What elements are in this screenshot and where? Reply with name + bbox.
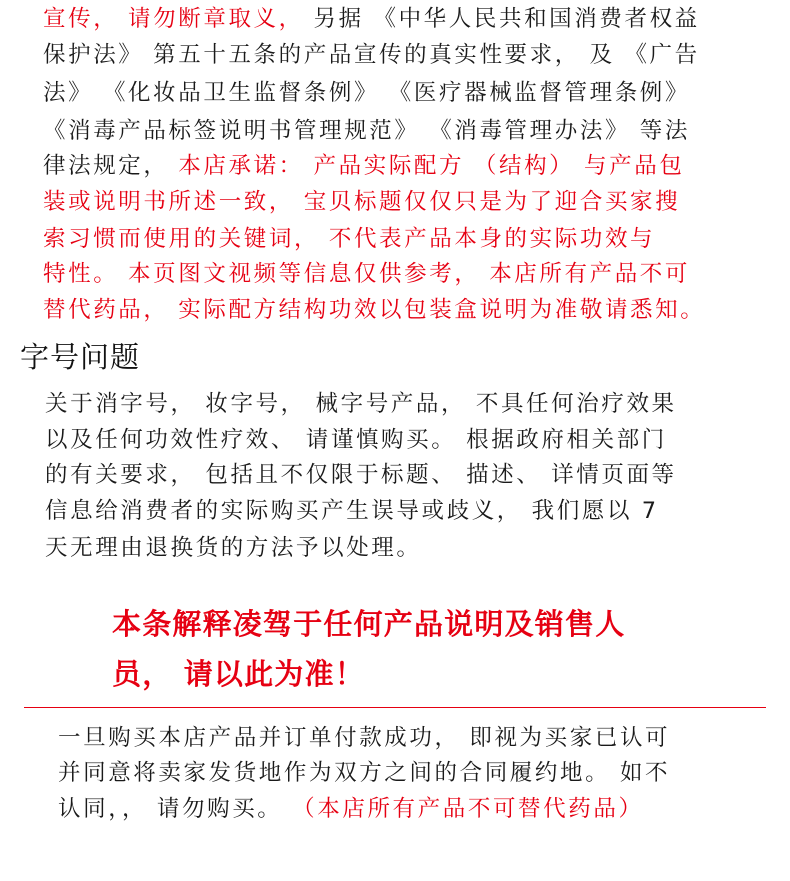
disclaimer-line-5 <box>43 149 684 183</box>
not-medicine-note: （本店所有产品不可替代药品） <box>282 796 644 822</box>
disclaimer-line-8: 特性。 本页图文视频等信息仅供参考， 本店所有产品不可 <box>43 261 691 287</box>
law-reference-text: 另据 《中华人民共和国消费者权益 <box>303 6 700 32</box>
license-line-5: 天无理由退换货的方法予以处理。 <box>45 535 422 561</box>
warning-text: 宣传， 请勿断章取义， <box>43 6 304 32</box>
disclaimer-line-9: 替代药品， 实际配方结构功效以包装盒说明为准敬请悉知。 <box>43 297 706 323</box>
agreement-line-3 <box>58 792 644 826</box>
license-line-1: 关于消字号， 妆字号， 械字号产品， 不具任何治疗效果 <box>45 391 677 417</box>
do-not-buy-text: 认同，， 请勿购买。 <box>58 796 283 822</box>
disclaimer-line-2: 保护法》 第五十五条的产品宣传的真实性要求， 及 《广告 <box>43 42 700 68</box>
law-reference-text: 律法规定， <box>43 153 169 179</box>
disclaimer-line-7: 索习惯而使用的关键词， 不代表产品本身的实际功效与 <box>43 226 656 252</box>
disclaimer-line-3: 法》 《化妆品卫生监督条例》 《医疗器械监督管理条例》 <box>43 80 691 106</box>
notice-line-1: 本条解释凌驾于任何产品说明及销售人 <box>112 607 626 641</box>
agreement-line-1: 一旦购买本店产品并订单付款成功， 即视为买家已认可 <box>58 725 671 751</box>
license-line-2: 以及任何功效性疗效、 请谨慎购买。 根据政府相关部门 <box>45 427 667 453</box>
license-line-3: 的有关要求， 包括且不仅限于标题、 描述、 详情页面等 <box>45 462 677 488</box>
agreement-line-2: 并同意将卖家发货地作为双方之间的合同履约地。 如不 <box>58 760 671 786</box>
section-divider <box>24 707 766 708</box>
section-heading: 字号问题 <box>20 340 141 374</box>
disclaimer-line-6: 装或说明书所述一致， 宝贝标题仅仅只是为了迎合买家搜 <box>43 189 681 215</box>
store-promise-text: 本店承诺： 产品实际配方 （结构） 与产品包 <box>168 153 685 179</box>
disclaimer-line-1 <box>43 2 700 36</box>
notice-line-2: 员， 请以此为准！ <box>112 657 365 691</box>
disclaimer-line-4: 《消毒产品标签说明书管理规范》 《消毒管理办法》 等法 <box>43 118 691 144</box>
license-line-4: 信息给消费者的实际购买产生误导或歧义， 我们愿以 7 <box>45 498 659 524</box>
